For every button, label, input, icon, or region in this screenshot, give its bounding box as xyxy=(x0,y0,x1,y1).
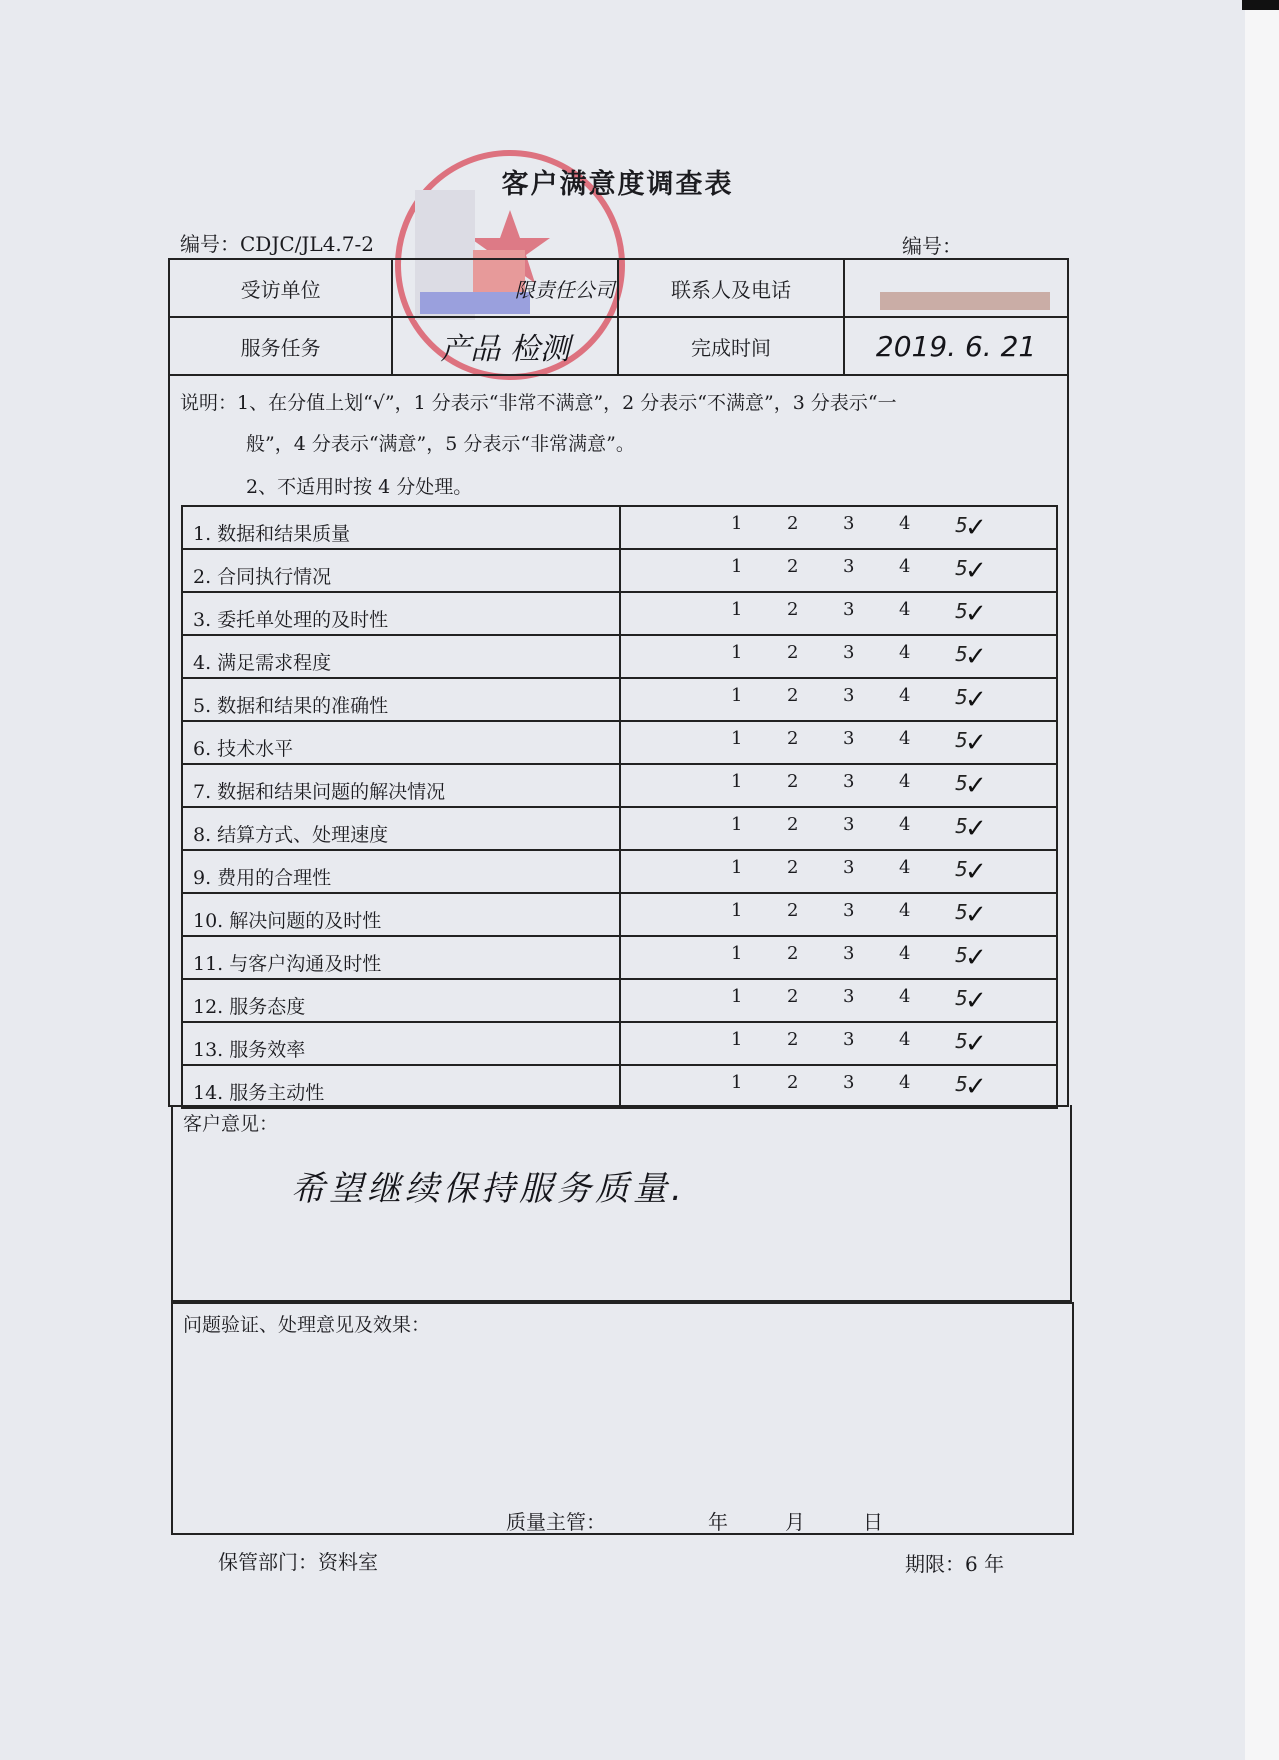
checkmark-icon: ✓ xyxy=(965,1028,987,1059)
score-option-1[interactable]: 1 xyxy=(731,727,743,749)
score-option-3[interactable]: 3 xyxy=(843,727,855,749)
score-option-1[interactable]: 1 xyxy=(731,641,743,663)
score-option-1[interactable]: 1 xyxy=(731,770,743,792)
rating-scale-cell xyxy=(620,721,1057,764)
rating-item-label: 1. 数据和结果质量 xyxy=(182,506,620,549)
rating-scale-cell xyxy=(620,678,1057,721)
score-option-3[interactable]: 3 xyxy=(843,684,855,706)
month-label: 月 xyxy=(785,1510,805,1534)
rating-item-label: 3. 委托单处理的及时性 xyxy=(182,592,620,635)
rating-item-label: 4. 满足需求程度 xyxy=(182,635,620,678)
verification-label: 问题验证、处理意见及效果： xyxy=(183,1314,431,1336)
score-option-3[interactable]: 3 xyxy=(843,641,855,663)
checkmark-icon: ✓ xyxy=(965,942,987,973)
scan-edge xyxy=(1245,0,1279,1760)
checkmark-icon: ✓ xyxy=(965,555,987,586)
rating-scale-cell xyxy=(620,506,1057,549)
score-option-2[interactable]: 2 xyxy=(787,770,799,792)
rating-item-label: 13. 服务效率 xyxy=(182,1022,620,1065)
rating-row xyxy=(182,635,1057,678)
rating-scale-cell xyxy=(620,1022,1057,1065)
visited-unit-value: 限责任公司 xyxy=(392,259,617,317)
note-line-1: 说明：1、在分值上划“√”，1 分表示“非常不满意”，2 分表示“不满意”，3 分表示“一 xyxy=(180,392,897,414)
score-option-4[interactable]: 4 xyxy=(899,899,911,921)
score-option-2[interactable]: 2 xyxy=(787,641,799,663)
task-value: 产品 检测 xyxy=(392,317,617,375)
rating-scale-cell xyxy=(620,807,1057,850)
rating-row xyxy=(182,549,1057,592)
score-option-2[interactable]: 2 xyxy=(787,942,799,964)
checkmark-icon: ✓ xyxy=(965,856,987,887)
score-option-2[interactable]: 2 xyxy=(787,727,799,749)
rating-item-label: 10. 解决问题的及时性 xyxy=(182,893,620,936)
score-option-2[interactable]: 2 xyxy=(787,512,799,534)
score-option-selected[interactable]: 5 xyxy=(955,1071,968,1096)
score-option-1[interactable]: 1 xyxy=(731,856,743,878)
score-option-1[interactable]: 1 xyxy=(731,813,743,835)
score-option-2[interactable]: 2 xyxy=(787,684,799,706)
rating-scale-cell xyxy=(620,635,1057,678)
score-option-selected[interactable]: 5 xyxy=(955,598,968,623)
form-code-left: 编号：CDJC/JL4.7-2 xyxy=(180,232,374,256)
score-option-2[interactable]: 2 xyxy=(787,555,799,577)
note-line-3: 2、不适用时按 4 分处理。 xyxy=(246,476,473,498)
checkmark-icon: ✓ xyxy=(965,684,987,715)
score-option-2[interactable]: 2 xyxy=(787,598,799,620)
rating-item-label: 9. 费用的合理性 xyxy=(182,850,620,893)
score-option-1[interactable]: 1 xyxy=(731,512,743,534)
score-option-1[interactable]: 1 xyxy=(731,1028,743,1050)
score-option-4[interactable]: 4 xyxy=(899,813,911,835)
score-option-4[interactable]: 4 xyxy=(899,1071,911,1093)
score-option-3[interactable]: 3 xyxy=(843,1071,855,1093)
rating-scale-cell xyxy=(620,850,1057,893)
score-option-3[interactable]: 3 xyxy=(843,856,855,878)
score-option-3[interactable]: 3 xyxy=(843,555,855,577)
score-option-3[interactable]: 3 xyxy=(843,899,855,921)
score-option-4[interactable]: 4 xyxy=(899,942,911,964)
score-option-selected[interactable]: 5 xyxy=(955,770,968,795)
score-option-4[interactable]: 4 xyxy=(899,985,911,1007)
rating-row xyxy=(182,807,1057,850)
score-option-1[interactable]: 1 xyxy=(731,684,743,706)
note-line-2: 般”，4 分表示“满意”，5 分表示“非常满意”。 xyxy=(246,433,635,455)
score-option-2[interactable]: 2 xyxy=(787,1028,799,1050)
form-title: 客户满意度调查表 xyxy=(501,169,734,200)
score-option-3[interactable]: 3 xyxy=(843,985,855,1007)
rating-scale-cell xyxy=(620,893,1057,936)
done-value: 2019. 6. 21 xyxy=(844,317,1068,375)
rating-item-label: 14. 服务主动性 xyxy=(182,1065,620,1108)
score-option-selected[interactable]: 5 xyxy=(955,942,968,967)
day-label: 日 xyxy=(863,1510,883,1534)
rating-scale-cell xyxy=(620,936,1057,979)
score-option-1[interactable]: 1 xyxy=(731,985,743,1007)
rating-item-label: 5. 数据和结果的准确性 xyxy=(182,678,620,721)
score-option-selected[interactable]: 5 xyxy=(955,813,968,838)
rating-item-label: 11. 与客户沟通及时性 xyxy=(182,936,620,979)
score-option-1[interactable]: 1 xyxy=(731,598,743,620)
score-option-3[interactable]: 3 xyxy=(843,598,855,620)
score-option-3[interactable]: 3 xyxy=(843,942,855,964)
score-option-selected[interactable]: 5 xyxy=(955,727,968,752)
rating-row xyxy=(182,1065,1057,1108)
score-option-2[interactable]: 2 xyxy=(787,813,799,835)
comments-value: 希望继续保持服务质量. xyxy=(291,1169,686,1209)
rating-item-label: 2. 合同执行情况 xyxy=(182,549,620,592)
score-option-selected[interactable]: 5 xyxy=(955,641,968,666)
rating-row xyxy=(182,592,1057,635)
rating-scale-cell xyxy=(620,592,1057,635)
rating-scale-cell xyxy=(620,764,1057,807)
checkmark-icon: ✓ xyxy=(965,899,987,930)
score-option-4[interactable]: 4 xyxy=(899,1028,911,1050)
rating-table xyxy=(181,505,1058,1109)
checkmark-icon: ✓ xyxy=(965,641,987,672)
footer-period: 期限：6 年 xyxy=(905,1552,1005,1576)
score-option-1[interactable]: 1 xyxy=(731,942,743,964)
rating-row xyxy=(182,893,1057,936)
score-option-1[interactable]: 1 xyxy=(731,555,743,577)
score-option-4[interactable]: 4 xyxy=(899,555,911,577)
contact-label: 联系人及电话 xyxy=(618,259,844,317)
score-option-selected[interactable]: 5 xyxy=(955,555,968,580)
score-option-2[interactable]: 2 xyxy=(787,856,799,878)
score-option-4[interactable]: 4 xyxy=(899,641,911,663)
rating-scale-cell xyxy=(620,1065,1057,1108)
score-option-2[interactable]: 2 xyxy=(787,899,799,921)
score-option-selected[interactable]: 5 xyxy=(955,856,968,881)
rating-row xyxy=(182,936,1057,979)
score-option-3[interactable]: 3 xyxy=(843,1028,855,1050)
score-option-1[interactable]: 1 xyxy=(731,899,743,921)
scan-corner xyxy=(1242,0,1279,10)
checkmark-icon: ✓ xyxy=(965,985,987,1016)
done-label: 完成时间 xyxy=(618,317,844,375)
score-option-3[interactable]: 3 xyxy=(843,512,855,534)
form-code-right: 编号： xyxy=(902,234,962,258)
score-option-2[interactable]: 2 xyxy=(787,985,799,1007)
checkmark-icon: ✓ xyxy=(965,770,987,801)
info-table xyxy=(168,258,1069,376)
comments-section xyxy=(171,1105,1072,1302)
verification-section xyxy=(171,1302,1074,1535)
score-option-1[interactable]: 1 xyxy=(731,1071,743,1093)
supervisor-label: 质量主管： xyxy=(506,1510,606,1534)
score-option-4[interactable]: 4 xyxy=(899,598,911,620)
checkmark-icon: ✓ xyxy=(965,512,987,543)
score-option-selected[interactable]: 5 xyxy=(955,512,968,537)
checkmark-icon: ✓ xyxy=(965,813,987,844)
rating-item-label: 8. 结算方式、处理速度 xyxy=(182,807,620,850)
rating-row xyxy=(182,979,1057,1022)
score-option-selected[interactable]: 5 xyxy=(955,684,968,709)
rating-row xyxy=(182,764,1057,807)
visited-unit-label: 受访单位 xyxy=(169,259,392,317)
rating-row xyxy=(182,721,1057,764)
contact-value xyxy=(844,259,1068,317)
rating-row xyxy=(182,1022,1057,1065)
rating-row xyxy=(182,506,1057,549)
footer-dept: 保管部门：资料室 xyxy=(218,1550,378,1574)
score-option-selected[interactable]: 5 xyxy=(955,899,968,924)
comments-label: 客户意见： xyxy=(183,1113,279,1135)
score-option-3[interactable]: 3 xyxy=(843,770,855,792)
score-option-4[interactable]: 4 xyxy=(899,684,911,706)
rating-scale-cell xyxy=(620,549,1057,592)
score-option-4[interactable]: 4 xyxy=(899,856,911,878)
score-option-3[interactable]: 3 xyxy=(843,813,855,835)
score-option-4[interactable]: 4 xyxy=(899,770,911,792)
checkmark-icon: ✓ xyxy=(965,1071,987,1102)
rating-item-label: 12. 服务态度 xyxy=(182,979,620,1022)
rating-item-label: 7. 数据和结果问题的解决情况 xyxy=(182,764,620,807)
rating-item-label: 6. 技术水平 xyxy=(182,721,620,764)
score-option-4[interactable]: 4 xyxy=(899,727,911,749)
score-option-selected[interactable]: 5 xyxy=(955,985,968,1010)
rating-scale-cell xyxy=(620,979,1057,1022)
score-option-selected[interactable]: 5 xyxy=(955,1028,968,1053)
task-label: 服务任务 xyxy=(169,317,392,375)
rating-row xyxy=(182,678,1057,721)
year-label: 年 xyxy=(708,1510,728,1534)
checkmark-icon: ✓ xyxy=(965,598,987,629)
score-option-4[interactable]: 4 xyxy=(899,512,911,534)
score-option-2[interactable]: 2 xyxy=(787,1071,799,1093)
rating-row xyxy=(182,850,1057,893)
checkmark-icon: ✓ xyxy=(965,727,987,758)
